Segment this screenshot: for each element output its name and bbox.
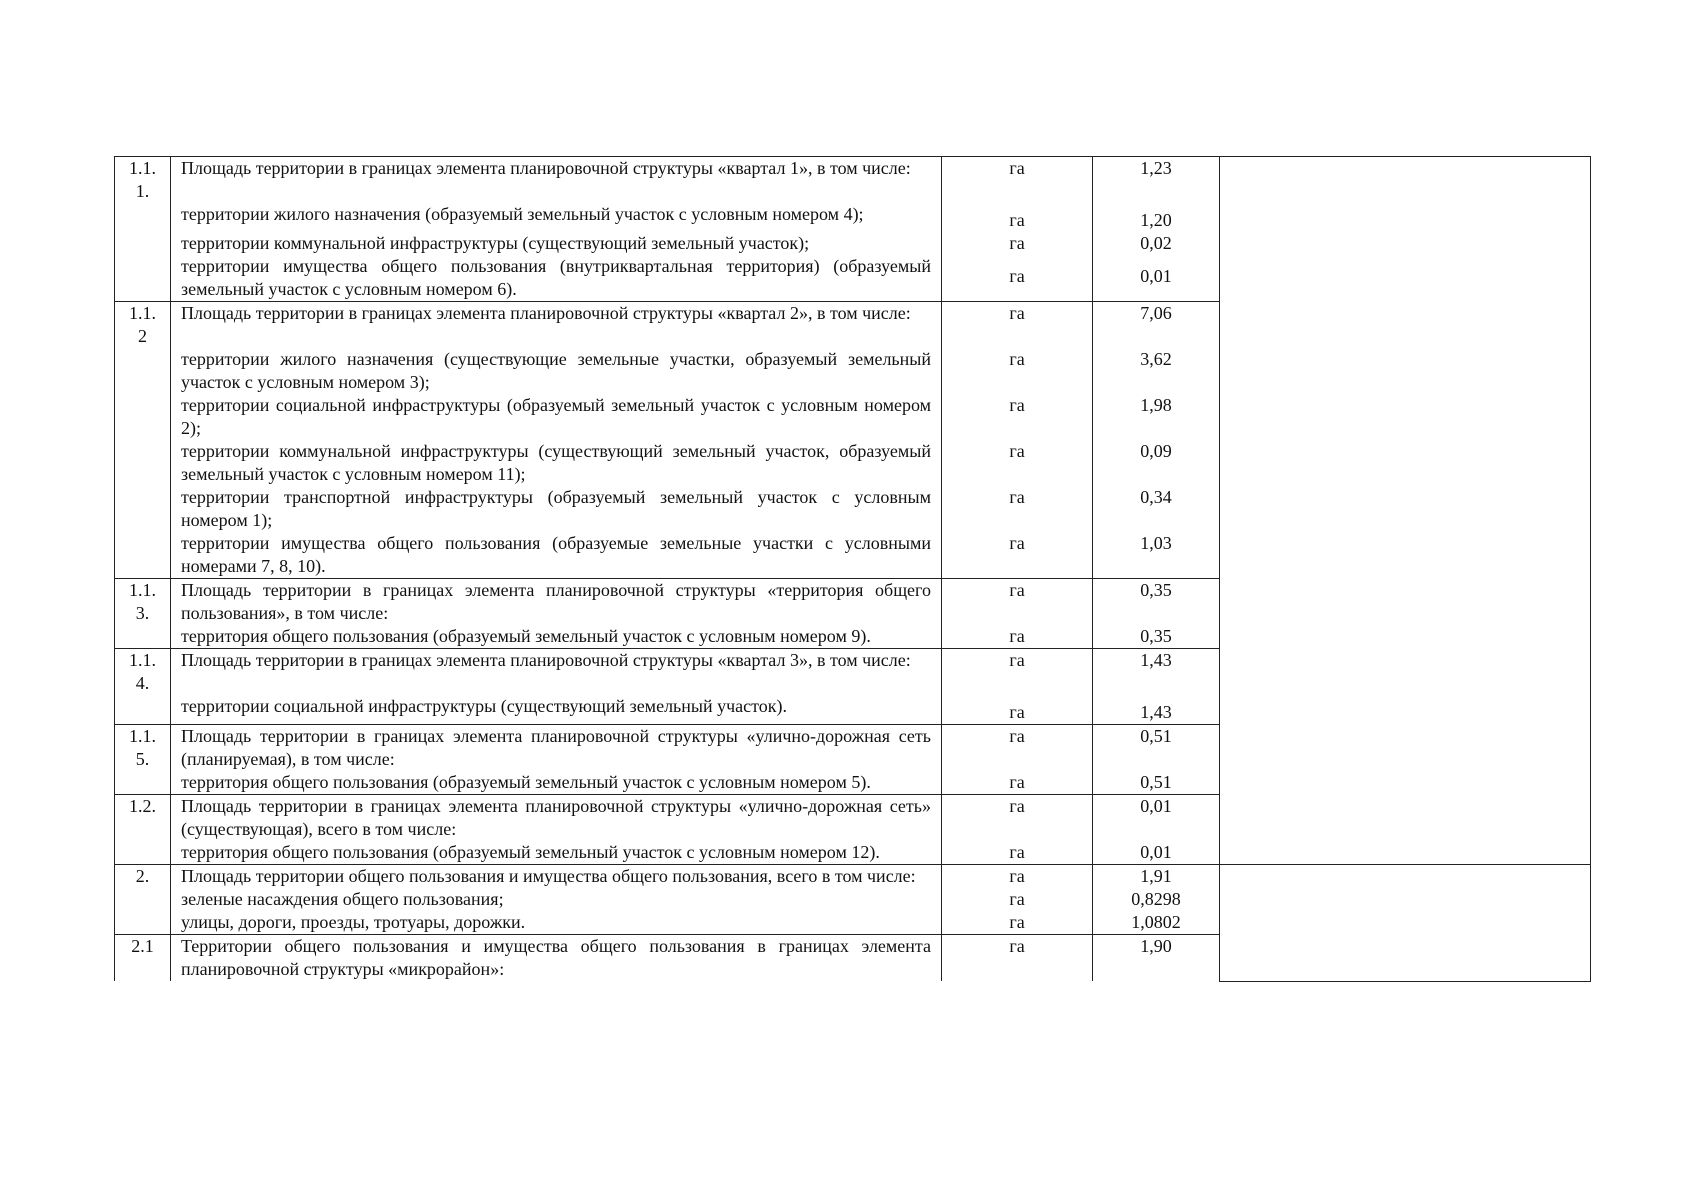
row-number-text: 1.1. 4. bbox=[129, 650, 156, 693]
row-number-text: 1.2. bbox=[129, 796, 156, 816]
row-number bbox=[115, 302, 171, 349]
row-unit: га bbox=[942, 911, 1093, 935]
row-number-text: 2. bbox=[135, 866, 150, 886]
row-description: Площадь территории в границах элемента планировочной структуры «улично-дорожная сеть (планируемая), в том числе: bbox=[171, 725, 942, 772]
row-number bbox=[115, 486, 171, 532]
row-unit: га bbox=[942, 649, 1093, 696]
row-value: 1,91 bbox=[1093, 865, 1220, 889]
row-unit: га bbox=[942, 695, 1093, 725]
row-unit: га bbox=[942, 232, 1093, 255]
row-number bbox=[115, 232, 171, 255]
row-number bbox=[115, 911, 171, 935]
notes-cell bbox=[1220, 157, 1591, 865]
row-number-text: 2.1 bbox=[131, 936, 154, 956]
row-unit: га bbox=[942, 348, 1093, 394]
row-unit: га bbox=[942, 579, 1093, 626]
row-value: 0,01 bbox=[1093, 841, 1220, 865]
row-value: 1,23 bbox=[1093, 157, 1220, 204]
row-description: Территории общего пользования и имущества общего пользования в границах элемента планировочной структуры «микрорайон»: bbox=[171, 935, 942, 982]
row-number bbox=[115, 695, 171, 725]
row-unit: га bbox=[942, 532, 1093, 579]
row-value: 1,20 bbox=[1093, 203, 1220, 232]
row-number bbox=[115, 795, 171, 842]
row-number bbox=[115, 203, 171, 232]
table-row bbox=[115, 865, 1591, 889]
row-description: Площадь территории общего пользования и имущества общего пользования, всего в том числе: bbox=[171, 865, 942, 889]
row-value: 3,62 bbox=[1093, 348, 1220, 394]
row-number bbox=[115, 440, 171, 486]
row-number bbox=[115, 649, 171, 696]
row-value: 1,03 bbox=[1093, 532, 1220, 579]
row-unit: га bbox=[942, 725, 1093, 772]
row-number bbox=[115, 865, 171, 889]
row-number bbox=[115, 625, 171, 649]
row-description: территория общего пользования (образуемый земельный участок с условным номером 12). bbox=[171, 841, 942, 865]
row-number bbox=[115, 771, 171, 795]
row-number bbox=[115, 888, 171, 911]
notes-cell bbox=[1220, 865, 1591, 982]
row-value: 0,01 bbox=[1093, 255, 1220, 302]
row-unit: га bbox=[942, 157, 1093, 204]
land-use-table bbox=[114, 156, 1591, 982]
row-number-text: 1.1. 2 bbox=[129, 303, 156, 346]
row-unit: га bbox=[942, 841, 1093, 865]
row-value: 0,8298 bbox=[1093, 888, 1220, 911]
row-number bbox=[115, 157, 171, 204]
row-value: 1,90 bbox=[1093, 935, 1220, 982]
row-description: территория общего пользования (образуемый земельный участок с условным номером 5). bbox=[171, 771, 942, 795]
row-description: территории жилого назначения (существующие земельные участки, образуемый земельный участок с условным номером 3); bbox=[171, 348, 942, 394]
row-unit: га bbox=[942, 394, 1093, 440]
row-number-text: 1.1. 1. bbox=[129, 158, 156, 201]
row-number bbox=[115, 255, 171, 302]
row-description: Площадь территории в границах элемента планировочной структуры «квартал 3», в том числе: bbox=[171, 649, 942, 696]
row-description: улицы, дороги, проезды, тротуары, дорожки. bbox=[171, 911, 942, 935]
row-description: территории социальной инфраструктуры (существующий земельный участок). bbox=[171, 695, 942, 725]
row-number bbox=[115, 394, 171, 440]
row-number bbox=[115, 841, 171, 865]
row-value: 0,09 bbox=[1093, 440, 1220, 486]
row-description: территории коммунальной инфраструктуры (существующий земельный участок, образуемый земельный участок с условным номером 11); bbox=[171, 440, 942, 486]
row-unit: га bbox=[942, 255, 1093, 302]
row-number-text: 1.1. 5. bbox=[129, 726, 156, 769]
row-description: территории имущества общего пользования (образуемые земельные участки с условными номерами 7, 8, 10). bbox=[171, 532, 942, 579]
row-description: территория общего пользования (образуемый земельный участок с условным номером 9). bbox=[171, 625, 942, 649]
row-unit: га bbox=[942, 440, 1093, 486]
row-unit: га bbox=[942, 935, 1093, 982]
row-unit: га bbox=[942, 795, 1093, 842]
row-value: 1,43 bbox=[1093, 649, 1220, 696]
row-value: 0,34 bbox=[1093, 486, 1220, 532]
row-description: территории жилого назначения (образуемый земельный участок с условным номером 4); bbox=[171, 203, 942, 232]
row-value: 1,43 bbox=[1093, 695, 1220, 725]
row-value: 1,98 bbox=[1093, 394, 1220, 440]
row-description: территории коммунальной инфраструктуры (существующий земельный участок); bbox=[171, 232, 942, 255]
row-unit: га bbox=[942, 625, 1093, 649]
row-unit: га bbox=[942, 203, 1093, 232]
row-value: 1,0802 bbox=[1093, 911, 1220, 935]
row-unit: га bbox=[942, 888, 1093, 911]
row-number bbox=[115, 935, 171, 982]
row-description: Площадь территории в границах элемента планировочной структуры «квартал 1», в том числе: bbox=[171, 157, 942, 204]
row-value: 0,51 bbox=[1093, 725, 1220, 772]
row-number bbox=[115, 579, 171, 626]
table-row bbox=[115, 157, 1591, 204]
row-description: Площадь территории в границах элемента планировочной структуры «территория общего пользования», в том числе: bbox=[171, 579, 942, 626]
row-unit: га bbox=[942, 771, 1093, 795]
row-number bbox=[115, 725, 171, 772]
row-description: территории транспортной инфраструктуры (образуемый земельный участок с условным номером 1); bbox=[171, 486, 942, 532]
row-unit: га bbox=[942, 865, 1093, 889]
row-description: территории имущества общего пользования (внутриквартальная территория) (образуемый земельный участок с условным номером 6). bbox=[171, 255, 942, 302]
row-value: 0,35 bbox=[1093, 579, 1220, 626]
row-value: 0,01 bbox=[1093, 795, 1220, 842]
row-description: зеленые насаждения общего пользования; bbox=[171, 888, 942, 911]
row-description: территории социальной инфраструктуры (образуемый земельный участок с условным номером 2); bbox=[171, 394, 942, 440]
row-number bbox=[115, 348, 171, 394]
row-number bbox=[115, 532, 171, 579]
row-unit: га bbox=[942, 486, 1093, 532]
row-value: 0,02 bbox=[1093, 232, 1220, 255]
row-value: 0,51 bbox=[1093, 771, 1220, 795]
row-unit: га bbox=[942, 302, 1093, 349]
row-description: Площадь территории в границах элемента планировочной структуры «улично-дорожная сеть» (существующая), всего в том числе: bbox=[171, 795, 942, 842]
row-value: 7,06 bbox=[1093, 302, 1220, 349]
row-description: Площадь территории в границах элемента планировочной структуры «квартал 2», в том числе: bbox=[171, 302, 942, 349]
row-value: 0,35 bbox=[1093, 625, 1220, 649]
row-number-text: 1.1. 3. bbox=[129, 580, 156, 623]
